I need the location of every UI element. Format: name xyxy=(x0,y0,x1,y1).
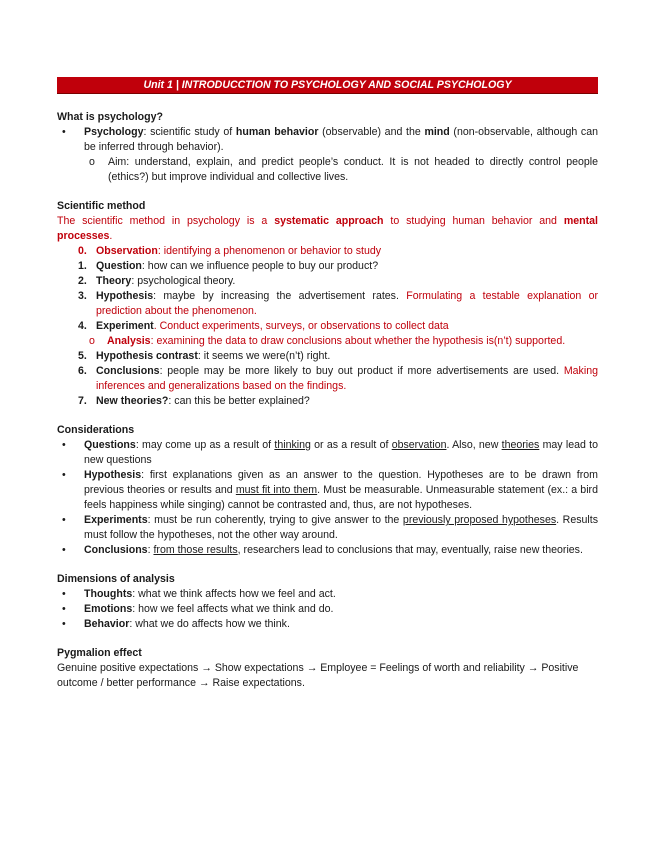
pygmalion-text: Genuine positive expectations → Show expectations → Employee = Feelings of worth and reliability → Positive outcome / better performance → Raise expectations. xyxy=(57,662,579,689)
list-item: • Emotions: how we feel affects what we think and do. xyxy=(62,603,334,615)
method-step: 0. Observation: identifying a phenomenon or behavior to study xyxy=(78,245,382,257)
bullet-marker: • xyxy=(62,126,66,138)
method-step: 7. New theories?: can this be better explained? xyxy=(78,395,310,407)
list-item: • Behavior: what we do affects how we think. xyxy=(62,618,290,630)
list-item: • Experiments: must be run coherently, trying to give answer to the previously proposed hypotheses. Results must follow the hypotheses, not the other way around. xyxy=(62,514,598,541)
method-steps xyxy=(57,244,598,409)
considerations-list xyxy=(57,438,598,558)
method-step: 6. Conclusions: people may be more likely to buy out product if more advertisements are used. Making inferences and generalizations based on the findings. xyxy=(78,365,598,392)
heading-dimensions: Dimensions of analysis xyxy=(57,573,175,585)
what-list xyxy=(57,125,598,185)
method-step: 1. Question: how can we influence people to buy our product? xyxy=(78,260,379,272)
method-step: 3. Hypothesis: maybe by increasing the advertisement rates. Formulating a testable explanation or prediction about the phenomenon. xyxy=(78,290,598,317)
method-step: 5. Hypothesis contrast: it seems we were(n’t) right. xyxy=(78,350,331,362)
heading-pygmalion: Pygmalion effect xyxy=(57,647,142,659)
list-item: • Hypothesis: first explanations given as an answer to the question. Hypotheses are to be drawn from previous theories or results and must fit into them. Must be measurable. Unmeasurable statement (ex.: a bird feels happiness while singing) cannot be contrasted and, thus, are not hypotheses. xyxy=(62,469,598,511)
sub-bullet-marker: o xyxy=(89,156,95,168)
scientific-method-intro: The scientific method in psychology is a systematic approach to studying human behavior and mental processes. xyxy=(57,215,598,242)
list-item: • Questions: may come up as a result of thinking or as a result of observation. Also, new theories may lead to new questions xyxy=(62,439,598,466)
heading-scientific-method: Scientific method xyxy=(57,200,146,212)
document-page xyxy=(57,77,598,691)
unit-title-banner: Unit 1 | INTRODUCCTION TO PSYCHOLOGY AND SOCIAL PSYCHOLOGY xyxy=(57,77,598,94)
list-item: o Aim: understand, explain, and predict people’s conduct. It is not headed to directly control people (ethics?) but improve individual and collective lives. xyxy=(89,156,598,183)
heading-considerations: Considerations xyxy=(57,424,135,436)
heading-what-is-psychology: What is psychology? xyxy=(57,111,163,123)
method-substep: o Analysis: examining the data to draw conclusions about whether the hypothesis is(n’t) supported. xyxy=(89,335,566,347)
method-step: 4. Experiment. Conduct experiments, surveys, or observations to collect data xyxy=(78,320,449,332)
dimensions-list xyxy=(57,587,598,632)
list-item: • Thoughts: what we think affects how we feel and act. xyxy=(62,588,336,600)
list-item: • Conclusions: from those results, researchers lead to conclusions that may, eventually, raise new theories. xyxy=(62,544,583,556)
list-item: • Psychology: scientific study of human behavior (observable) and the mind (non-observable, although can be inferred through behavior). xyxy=(62,126,598,153)
method-step: 2. Theory: psychological theory. xyxy=(78,275,236,287)
